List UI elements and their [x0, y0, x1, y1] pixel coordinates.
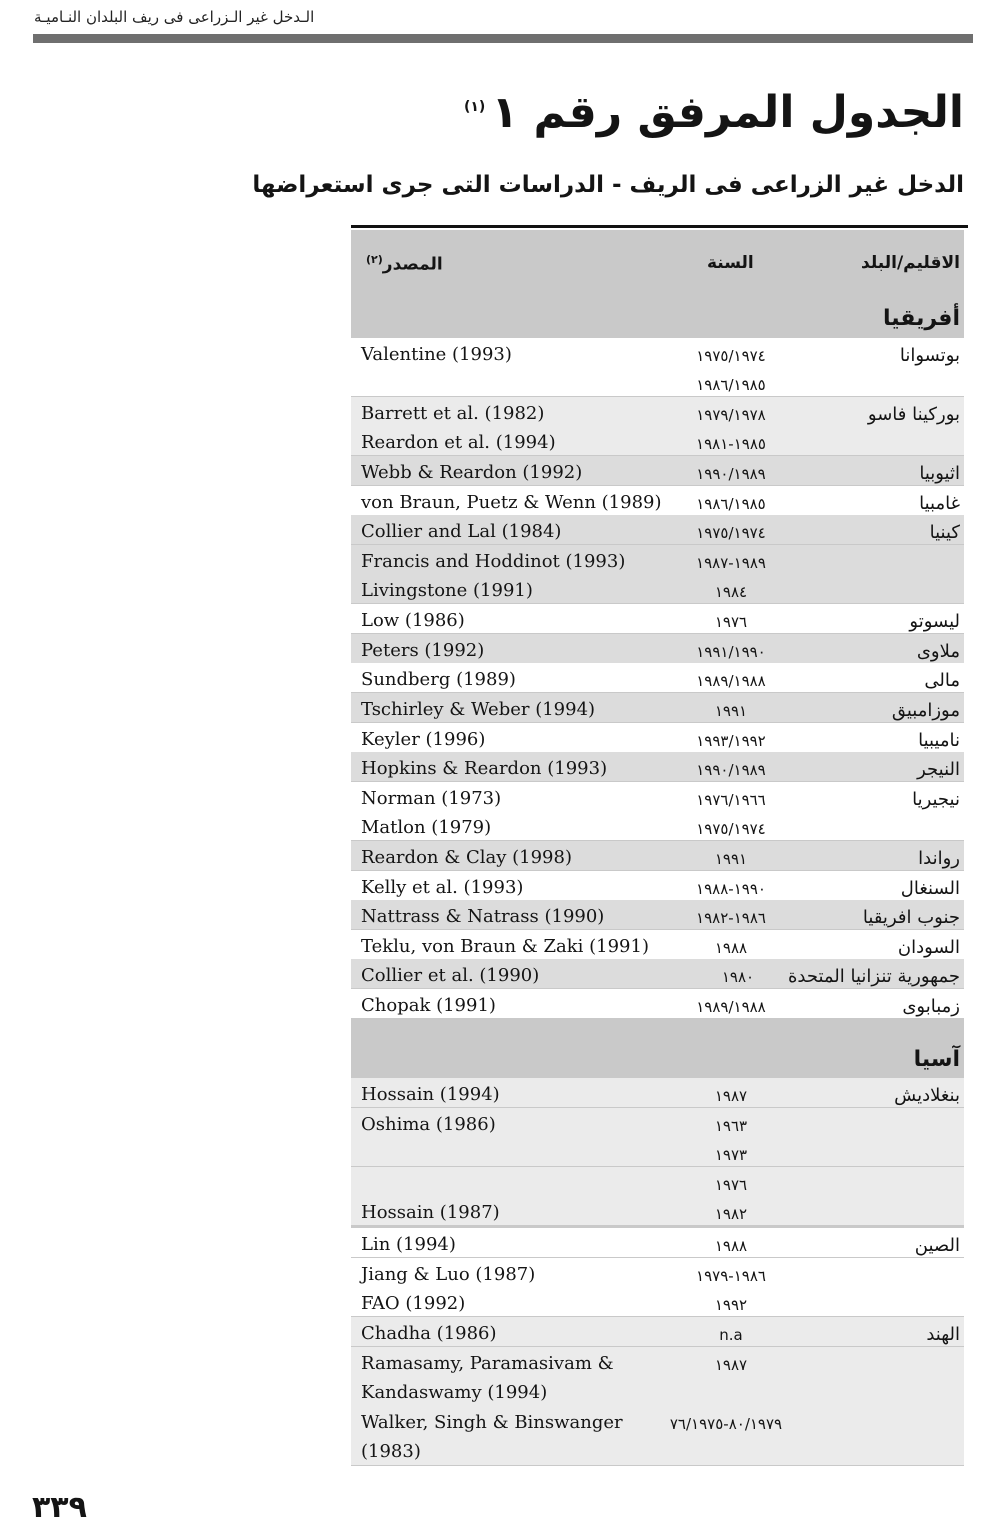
table-row [351, 604, 964, 633]
row-year: ١٩٨٩/١٩٨٨ [696, 998, 766, 1016]
header-source-label: المصدر [382, 254, 443, 275]
row-source: Walker, Singh & Binswanger (1983) [361, 1412, 623, 1462]
table-row [351, 752, 964, 781]
row-year: ١٩٦٣ [714, 1117, 748, 1135]
row-source: Sundberg (1989) [361, 669, 516, 690]
row-source: Barrett et al. (1982) [361, 403, 545, 424]
title-footnote-marker: (١) [463, 99, 486, 116]
header-source [363, 253, 443, 275]
row-country: ملاوى [916, 641, 960, 662]
header-year: السنة [707, 253, 754, 273]
row-source: Collier and Lal (1984) [361, 521, 562, 542]
table-row [351, 871, 964, 900]
region-africa: أفريقيا [883, 306, 960, 331]
row-source: von Braun, Puetz & Wenn (1989) [361, 492, 662, 513]
row-year: ١٩٨٨ [714, 939, 748, 957]
row-country: بوتسوانا [899, 345, 960, 366]
table-row [351, 989, 964, 1018]
row-country: كينيا [929, 522, 960, 543]
row-year: ١٩٨٢ [714, 1205, 748, 1223]
row-year: ١٩٩٠/١٩٨٩ [696, 465, 766, 483]
row-country: مالى [924, 670, 960, 691]
row-country: السودان [897, 937, 960, 958]
row-source: Hopkins & Reardon (1993) [361, 758, 608, 779]
row-source: Hossain (1987) [361, 1202, 500, 1223]
row-year: ١٩٩٠-١٩٨٨ [696, 880, 766, 898]
source-footnote-marker: (٢) [366, 253, 383, 266]
table-row [351, 515, 964, 544]
table-row [351, 1347, 964, 1406]
row-source: Teklu, von Braun & Zaki (1991) [361, 936, 649, 957]
table-row [351, 1078, 964, 1107]
header-country: الاقليم/البلد [861, 253, 960, 273]
table-row [351, 782, 964, 811]
row-source: Chopak (1991) [361, 995, 496, 1016]
table-row [351, 456, 964, 485]
row-country: ناميبيا [918, 730, 960, 751]
header-rule [33, 34, 973, 43]
table-row [351, 367, 964, 396]
row-source: Chadha (1986) [361, 1323, 497, 1344]
row-year: ١٩٨٩/١٩٨٨ [696, 672, 766, 690]
row-year: ١٩٩٣/١٩٩٢ [696, 732, 766, 750]
row-source: Reardon et al. (1994) [361, 432, 556, 453]
table-row [351, 1167, 964, 1196]
page-number: ٣٣٩ [32, 1490, 87, 1525]
row-source: Francis and Hoddinot (1993) [361, 551, 626, 572]
row-year: ١٩٧٥/١٩٧٤ [696, 820, 766, 838]
row-source: Low (1986) [361, 610, 465, 631]
table-row [351, 338, 964, 367]
table-row [351, 1258, 964, 1287]
row-country: نيجيريا [912, 789, 960, 810]
studies-table [351, 230, 964, 1466]
row-country: النيجر [917, 759, 960, 780]
table-row [351, 693, 964, 722]
page-title [464, 84, 964, 141]
row-country: ليسوتو [909, 611, 960, 632]
table-row [351, 1406, 964, 1465]
table-row [351, 426, 964, 455]
table-row [351, 397, 964, 426]
table-row [351, 723, 964, 752]
row-country: الصين [914, 1235, 960, 1256]
row-year: ١٩٩١/١٩٩٠ [696, 643, 766, 661]
row-source: Reardon & Clay (1998) [361, 847, 572, 868]
row-country: زمبابوى [902, 996, 960, 1017]
region-asia: آسيا [913, 1047, 960, 1072]
row-source: Lin (1994) [361, 1234, 456, 1255]
row-source: Tschirley & Weber (1994) [361, 699, 596, 720]
table-row [351, 1317, 964, 1346]
row-year: ١٩٩١ [714, 702, 748, 720]
row-year: ١٩٧٦ [714, 1176, 748, 1194]
row-country: موزامبيق [891, 700, 960, 721]
row-year: ١٩٨٠ [721, 968, 755, 986]
row-source: Ramasamy, Paramasivam & Kandaswamy (1994) [361, 1353, 614, 1403]
table-row [351, 900, 964, 929]
row-source: Keyler (1996) [361, 729, 486, 750]
row-source: Webb & Reardon (1992) [361, 462, 583, 483]
table-row [351, 959, 964, 988]
table-row [351, 634, 964, 663]
row-country: جمهورية تنزانيا المتحدة [787, 966, 960, 987]
row-country: بنغلاديش [894, 1085, 960, 1106]
table-subtitle: الدخل غير الزراعى فى الريف - الدراسات التى جرى استعراضها [252, 172, 964, 198]
row-year: ١٩٩١ [714, 850, 748, 868]
table-row [351, 545, 964, 574]
row-source: Jiang & Luo (1987) [361, 1264, 536, 1285]
row-country: اثيوبيا [919, 463, 960, 484]
table-row [351, 1196, 964, 1225]
row-source: Valentine (1993) [361, 344, 512, 365]
table-row [351, 1137, 964, 1166]
row-year: ١٩٨٦-١٩٧٩ [696, 1267, 766, 1285]
row-source: Collier et al. (1990) [361, 965, 540, 986]
table-row [351, 1228, 964, 1257]
row-year: ١٩٨٧ [714, 1356, 748, 1374]
row-year: ٨٠/١٩٧٩-٧٦/١٩٧٥ [669, 1415, 783, 1433]
row-year: ١٩٨٥-١٩٨١ [696, 435, 766, 453]
row-country: غامبيا [919, 493, 960, 514]
table-row [351, 811, 964, 840]
row-year: ١٩٨٦/١٩٨٥ [696, 495, 766, 513]
row-year: ١٩٩٢ [714, 1296, 748, 1314]
row-year: ١٩٧٦ [714, 613, 748, 631]
title-text: الجدول المرفق رقم ١ [491, 87, 964, 138]
row-source: Peters (1992) [361, 640, 485, 661]
row-year: ١٩٨٦/١٩٨٥ [696, 376, 766, 394]
running-head: الـدخل غير الـزراعى فى ريف البلدان النـاميـة [34, 8, 315, 26]
row-year: ١٩٩٠/١٩٨٩ [696, 761, 766, 779]
row-country: السنغال [900, 878, 960, 899]
table-row [351, 841, 964, 870]
row-source: Hossain (1994) [361, 1084, 500, 1105]
row-year: ١٩٧٣ [714, 1146, 748, 1164]
row-source: Matlon (1979) [361, 817, 492, 838]
row-source: Livingstone (1991) [361, 580, 533, 601]
row-source: Oshima (1986) [361, 1114, 496, 1135]
row-country: الهند [926, 1324, 960, 1345]
row-country: رواندا [918, 848, 960, 869]
table-row [351, 930, 964, 959]
row-country: بوركينا فاسو [867, 404, 960, 425]
row-source: Kelly et al. (1993) [361, 877, 524, 898]
row-year: ١٩٧٩/١٩٧٨ [696, 406, 766, 424]
table-row [351, 1108, 964, 1137]
row-source: Norman (1973) [361, 788, 502, 809]
table-row [351, 1287, 964, 1316]
table-row [351, 663, 964, 692]
row-year: n.a [719, 1326, 743, 1344]
row-source: Nattrass & Natrass (1990) [361, 906, 605, 927]
row-year: ١٩٨٧ [714, 1087, 748, 1105]
row-year: ١٩٧٥/١٩٧٤ [696, 524, 766, 542]
table-row [351, 486, 964, 515]
row-country: جنوب افريقيا [862, 907, 960, 928]
row-year: ١٩٨٩-١٩٨٧ [696, 554, 766, 572]
row-source: FAO (1992) [361, 1293, 466, 1314]
row-year: ١٩٨٦-١٩٨٢ [696, 909, 766, 927]
row-year: ١٩٨٤ [714, 583, 748, 601]
table-top-rule [351, 225, 968, 228]
row-year: ١٩٨٨ [714, 1237, 748, 1255]
row-year: ١٩٧٥/١٩٧٤ [696, 347, 766, 365]
table-row [351, 574, 964, 603]
row-year: ١٩٧٦/١٩٦٦ [696, 791, 766, 809]
